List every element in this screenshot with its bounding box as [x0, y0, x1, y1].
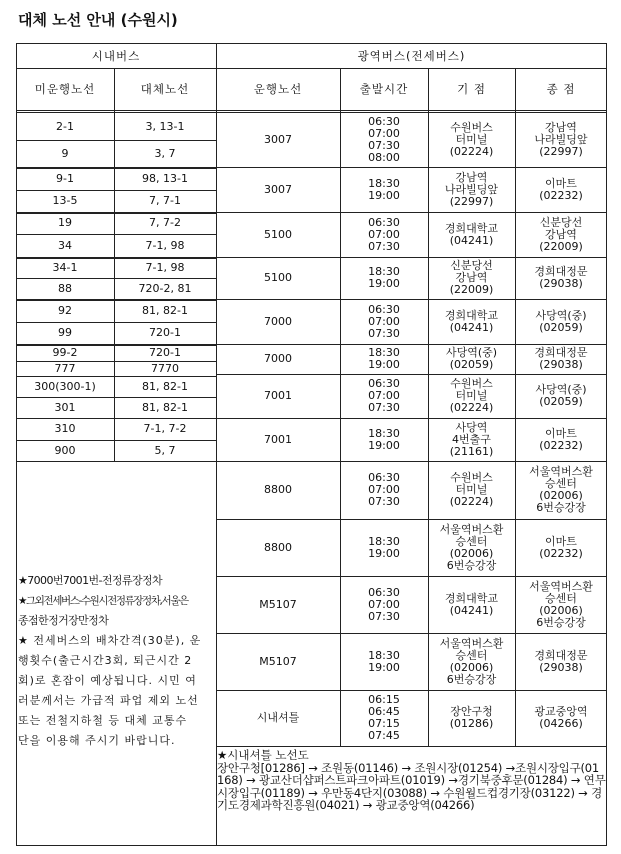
wide-time-cell: 18:30 19:00 [368, 648, 400, 674]
notice-line: 러분께서는 가급적 파업 제외 노선 [18, 694, 199, 707]
wide-time-cell: 06:30 07:00 07:30 [368, 471, 400, 508]
header-city-bus: 시내버스 [91, 48, 141, 63]
city-unserved-cell: 99-2 [52, 345, 78, 359]
wide-terminus-cell: 서울역버스환 승센터 (02006) 6번승강장 [529, 579, 593, 629]
city-alternative-cell: 7770 [151, 361, 179, 375]
wide-terminus-cell: 강남역 나라빌딩앞 (22997) [534, 121, 588, 158]
wide-terminus-cell: 서울역버스환 승센터 (02006) 6번승강장 [529, 465, 593, 514]
city-alternative-cell: 7-1, 7-2 [143, 422, 187, 435]
wide-time-cell: 06:30 07:00 07:30 [368, 585, 400, 623]
header-origin: 기 점 [457, 82, 486, 96]
city-unserved-cell: 92 [58, 303, 72, 317]
wide-route-cell: 시내셔틀 [256, 711, 300, 724]
wide-time-cell: 18:30 19:00 [368, 534, 400, 560]
notice-line: 행횟수(출근시간3회, 퇴근시간 2 [18, 654, 193, 667]
city-alternative-cell: 5, 7 [154, 443, 176, 457]
header-terminus: 종 점 [546, 82, 576, 96]
city-alternative-cell: 81, 82-1 [142, 379, 188, 393]
city-alternative-cell: 720-1 [149, 326, 181, 339]
page-title: 대체 노선 안내 (수원시) [18, 11, 178, 29]
wide-origin-cell: 장안구청 (01286) [449, 705, 494, 730]
wide-origin-cell: 사당역 4번출구 (21161) [449, 420, 494, 458]
grid-line [216, 746, 607, 747]
wide-terminus-cell: 경희대정문 (29038) [534, 346, 588, 371]
wide-terminus-cell: 광교중앙역 (04266) [534, 705, 588, 730]
wide-terminus-cell: 사당역(중) (02059) [535, 383, 587, 408]
wide-origin-cell: 수원버스 터미널 (02224) [449, 471, 494, 508]
wide-time-cell: 06:30 07:00 07:30 08:00 [368, 115, 400, 164]
city-unserved-cell: 2-1 [56, 119, 74, 133]
wide-origin-cell: 경희대학교 (04241) [444, 308, 499, 334]
wide-origin-cell: 수원버스 터미널 (02224) [449, 377, 494, 414]
wide-route-cell: 7001 [264, 432, 292, 446]
wide-terminus-cell: 이마트 (02232) [539, 534, 583, 560]
city-alternative-cell: 3, 13-1 [145, 119, 185, 133]
city-alternative-cell: 81, 82-1 [142, 303, 188, 317]
wide-time-cell: 06:30 07:00 07:30 [368, 377, 400, 414]
header-operating-route: 운행노선 [253, 82, 303, 96]
city-unserved-cell: 9-1 [56, 171, 74, 185]
wide-origin-cell: 경희대학교 (04241) [444, 591, 499, 617]
wide-origin-cell: 서울역버스환 승센터 (02006) 6번승강장 [439, 636, 504, 686]
wide-origin-cell: 수원버스 터미널 (02224) [449, 121, 494, 158]
wide-route-cell: M5107 [259, 654, 297, 668]
grid-line [16, 461, 216, 462]
wide-route-cell: 8800 [264, 540, 292, 554]
city-unserved-cell: 88 [58, 281, 72, 295]
shuttle-route-map [217, 749, 606, 812]
wide-route-cell: M5107 [259, 597, 297, 611]
city-unserved-cell: 300(300-1) [34, 379, 96, 393]
notice-line: 종점한정거장만정차 [18, 614, 109, 627]
city-unserved-cell: 19 [58, 216, 72, 229]
wide-time-cell: 18:30 19:00 [368, 176, 400, 202]
city-unserved-cell: 13-5 [52, 194, 78, 207]
wide-terminus-cell: 사당역(중) (02059) [535, 308, 587, 334]
wide-route-cell: 3007 [264, 133, 292, 146]
notice-section [18, 571, 216, 751]
wide-route-cell: 3007 [264, 182, 292, 196]
wide-time-cell: 06:30 07:00 07:30 [368, 215, 400, 253]
shuttle-route-text: 장안구청[01286] → 조원동(01146) → 조원시장(01254) →조원시장입구(01168) → 광교산더샵퍼스트파크아파트(01019) →경기북중후문(01284) → 연무시장입구(01189) → 우만동4단지(03088) → 수원월드컵경기장(03122) → 경기도경제과학진흥원(04021) → 광교중앙역(04266) [217, 760, 606, 813]
wide-terminus-cell: 경희대정문 (29038) [534, 265, 588, 290]
notice-line: 또는 전철지하철 등 대체 교통수 [18, 714, 188, 727]
city-unserved-cell: 301 [54, 400, 76, 414]
notice-line: ★그외전세버스-수원시전정류장정차,서울은 [18, 595, 188, 607]
city-unserved-cell: 34-1 [52, 260, 78, 274]
wide-time-cell: 18:30 19:00 [368, 346, 400, 371]
header-departure-time: 출발시간 [359, 82, 409, 96]
city-unserved-cell: 900 [54, 443, 76, 457]
city-alternative-cell: 720-2, 81 [138, 281, 192, 295]
wide-time-cell: 06:30 07:00 07:30 [368, 302, 400, 340]
notice-line: 회)로 혼잡이 예상됩니다. 시민 여 [18, 674, 197, 687]
city-alternative-cell: 7-1, 98 [145, 260, 185, 274]
wide-origin-cell: 서울역버스환 승센터 (02006) 6번승강장 [439, 522, 504, 572]
shuttle-route-title: ★시내셔틀 노선도 [217, 748, 309, 762]
city-alternative-cell: 81, 82-1 [142, 400, 188, 414]
wide-terminus-cell: 신분당선 강남역 (22009) [539, 215, 583, 253]
header-unserved-route: 미운행노선 [34, 82, 96, 96]
city-unserved-cell: 777 [54, 361, 76, 375]
city-alternative-cell: 720-1 [149, 345, 181, 359]
notice-line: ★7000번7001번-전정류장정차 [18, 574, 163, 587]
wide-route-cell: 7000 [264, 314, 292, 328]
wide-time-cell: 18:30 19:00 [368, 426, 400, 452]
wide-route-cell: 5100 [264, 271, 292, 284]
city-alternative-cell: 7-1, 98 [145, 238, 185, 252]
city-alternative-cell: 3, 7 [154, 146, 176, 160]
wide-origin-cell: 강남역 나라빌딩앞 (22997) [444, 170, 499, 208]
header-wide-bus: 광역버스(전세버스) [357, 48, 466, 63]
city-unserved-cell: 99 [58, 326, 72, 339]
city-unserved-cell: 34 [58, 238, 72, 252]
notice-line: 단을 이용해 주시기 바랍니다. [18, 734, 176, 747]
wide-origin-cell: 경희대학교 (04241) [444, 221, 499, 247]
wide-origin-cell: 사당역(중) (02059) [445, 346, 498, 371]
wide-route-cell: 7000 [264, 352, 292, 365]
wide-time-cell: 18:30 19:00 [368, 265, 400, 290]
wide-route-cell: 7001 [264, 389, 292, 402]
notice-line: ★ 전세버스의 배차간격(30분), 운 [18, 634, 202, 647]
wide-route-cell: 5100 [264, 227, 292, 241]
city-unserved-cell: 310 [54, 422, 76, 435]
wide-terminus-cell: 이마트 (02232) [539, 426, 583, 452]
wide-origin-cell: 신분당선 강남역 (22009) [449, 259, 494, 296]
wide-terminus-cell: 이마트 (02232) [539, 176, 583, 202]
wide-route-cell: 8800 [264, 483, 292, 496]
header-alternative-route: 대체노선 [140, 82, 190, 96]
city-alternative-cell: 7, 7-1 [149, 194, 181, 207]
city-unserved-cell: 9 [61, 146, 69, 160]
city-alternative-cell: 98, 13-1 [142, 171, 188, 185]
wide-time-cell: 06:15 06:45 07:15 07:45 [368, 693, 400, 742]
wide-terminus-cell: 경희대정문 (29038) [534, 648, 588, 674]
city-alternative-cell: 7, 7-2 [149, 216, 181, 229]
